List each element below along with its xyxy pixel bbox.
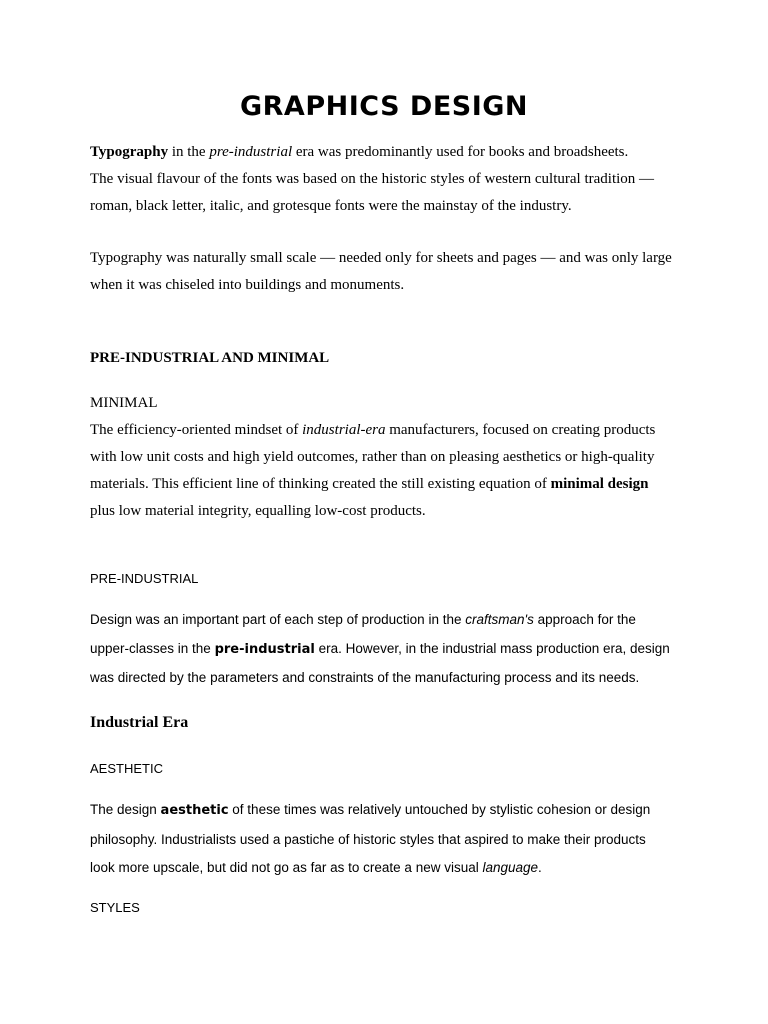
minimal-text: manufacturers, focused on creating products: [385, 422, 656, 438]
section-heading-pre-industrial-minimal: PRE-INDUSTRIAL AND MINIMAL: [90, 350, 330, 366]
aesthetic-paragraph: [90, 796, 690, 883]
aesthetic-line-3: [90, 854, 690, 883]
aesthetic-text: .: [538, 860, 542, 875]
intro-line-3: roman, black letter, italic, and grotesque fonts were the mainstay of the industry.: [90, 198, 572, 214]
aesthetic-line-1: [90, 796, 690, 826]
minimal-paragraph: [90, 417, 690, 525]
pre-industrial-paragraph: [90, 606, 690, 693]
pre-industrial-text: Design was an important part of each step of production in the: [90, 612, 466, 627]
minimal-line-2: with low unit costs and high yield outcomes, rather than on pleasing aesthetics or high-quality: [90, 449, 655, 465]
pre-industrial-text: era. However, in the industrial mass production era, design: [314, 640, 670, 656]
pre-industrial-text: approach for the: [533, 612, 636, 627]
intro-paragraph: [90, 139, 690, 220]
intro-line-2: The visual flavour of the fonts was based on the historic styles of western cultural tradition —: [90, 171, 655, 187]
scale-line-2: when it was chiseled into buildings and monuments.: [90, 277, 405, 293]
minimal-line-1: [90, 417, 690, 444]
minimal-line-3: [90, 471, 690, 498]
intro-text: in the: [168, 144, 210, 160]
pre-industrial-line-3: was directed by the parameters and constraints of the manufacturing process and its needs.: [90, 670, 640, 685]
aesthetic-line-2: philosophy. Industrialists used a pastiche of historic styles that aspired to make their products: [90, 831, 646, 847]
minimal-bold-term: minimal design: [550, 476, 649, 492]
intro-bold-term: Typography: [90, 144, 169, 160]
minimal-label: MINIMAL: [90, 395, 158, 411]
minimal-line-4: plus low material integrity, equalling low-cost products.: [90, 503, 426, 519]
aesthetic-text: of these times was relatively untouched by stylistic cohesion or design: [228, 802, 651, 817]
pre-industrial-line-2: [90, 635, 690, 665]
scale-paragraph: [90, 245, 690, 299]
scale-line-1: Typography was naturally small scale — needed only for sheets and pages — and was only large: [90, 250, 672, 266]
pre-industrial-line-1: [90, 606, 690, 635]
aesthetic-italic-term: language: [482, 860, 539, 875]
document-title: GRAPHICS DESIGN: [239, 91, 529, 122]
aesthetic-bold-term: aesthetic: [160, 803, 229, 818]
styles-label: STYLES: [90, 900, 140, 915]
aesthetic-text: The design: [90, 802, 161, 817]
section-heading-industrial-era: Industrial Era: [90, 714, 189, 731]
pre-industrial-label: PRE-INDUSTRIAL: [90, 571, 199, 586]
aesthetic-text: look more upscale, but did not go as far as to create a new visual: [90, 860, 483, 875]
pre-industrial-bold-term: pre-industrial: [214, 641, 315, 657]
intro-text: era was predominantly used for books and broadsheets.: [292, 144, 629, 160]
minimal-italic-term: industrial-era: [302, 422, 386, 438]
minimal-text: materials. This efficient line of thinking created the still existing equation of: [90, 476, 551, 492]
minimal-text: The efficiency-oriented mindset of: [90, 422, 303, 438]
intro-line-1: [90, 139, 690, 166]
pre-industrial-text: upper-classes in the: [90, 640, 215, 656]
intro-italic-term: pre-industrial: [209, 144, 293, 160]
aesthetic-label: AESTHETIC: [90, 761, 163, 776]
pre-industrial-italic-term: craftsman's: [465, 612, 534, 627]
